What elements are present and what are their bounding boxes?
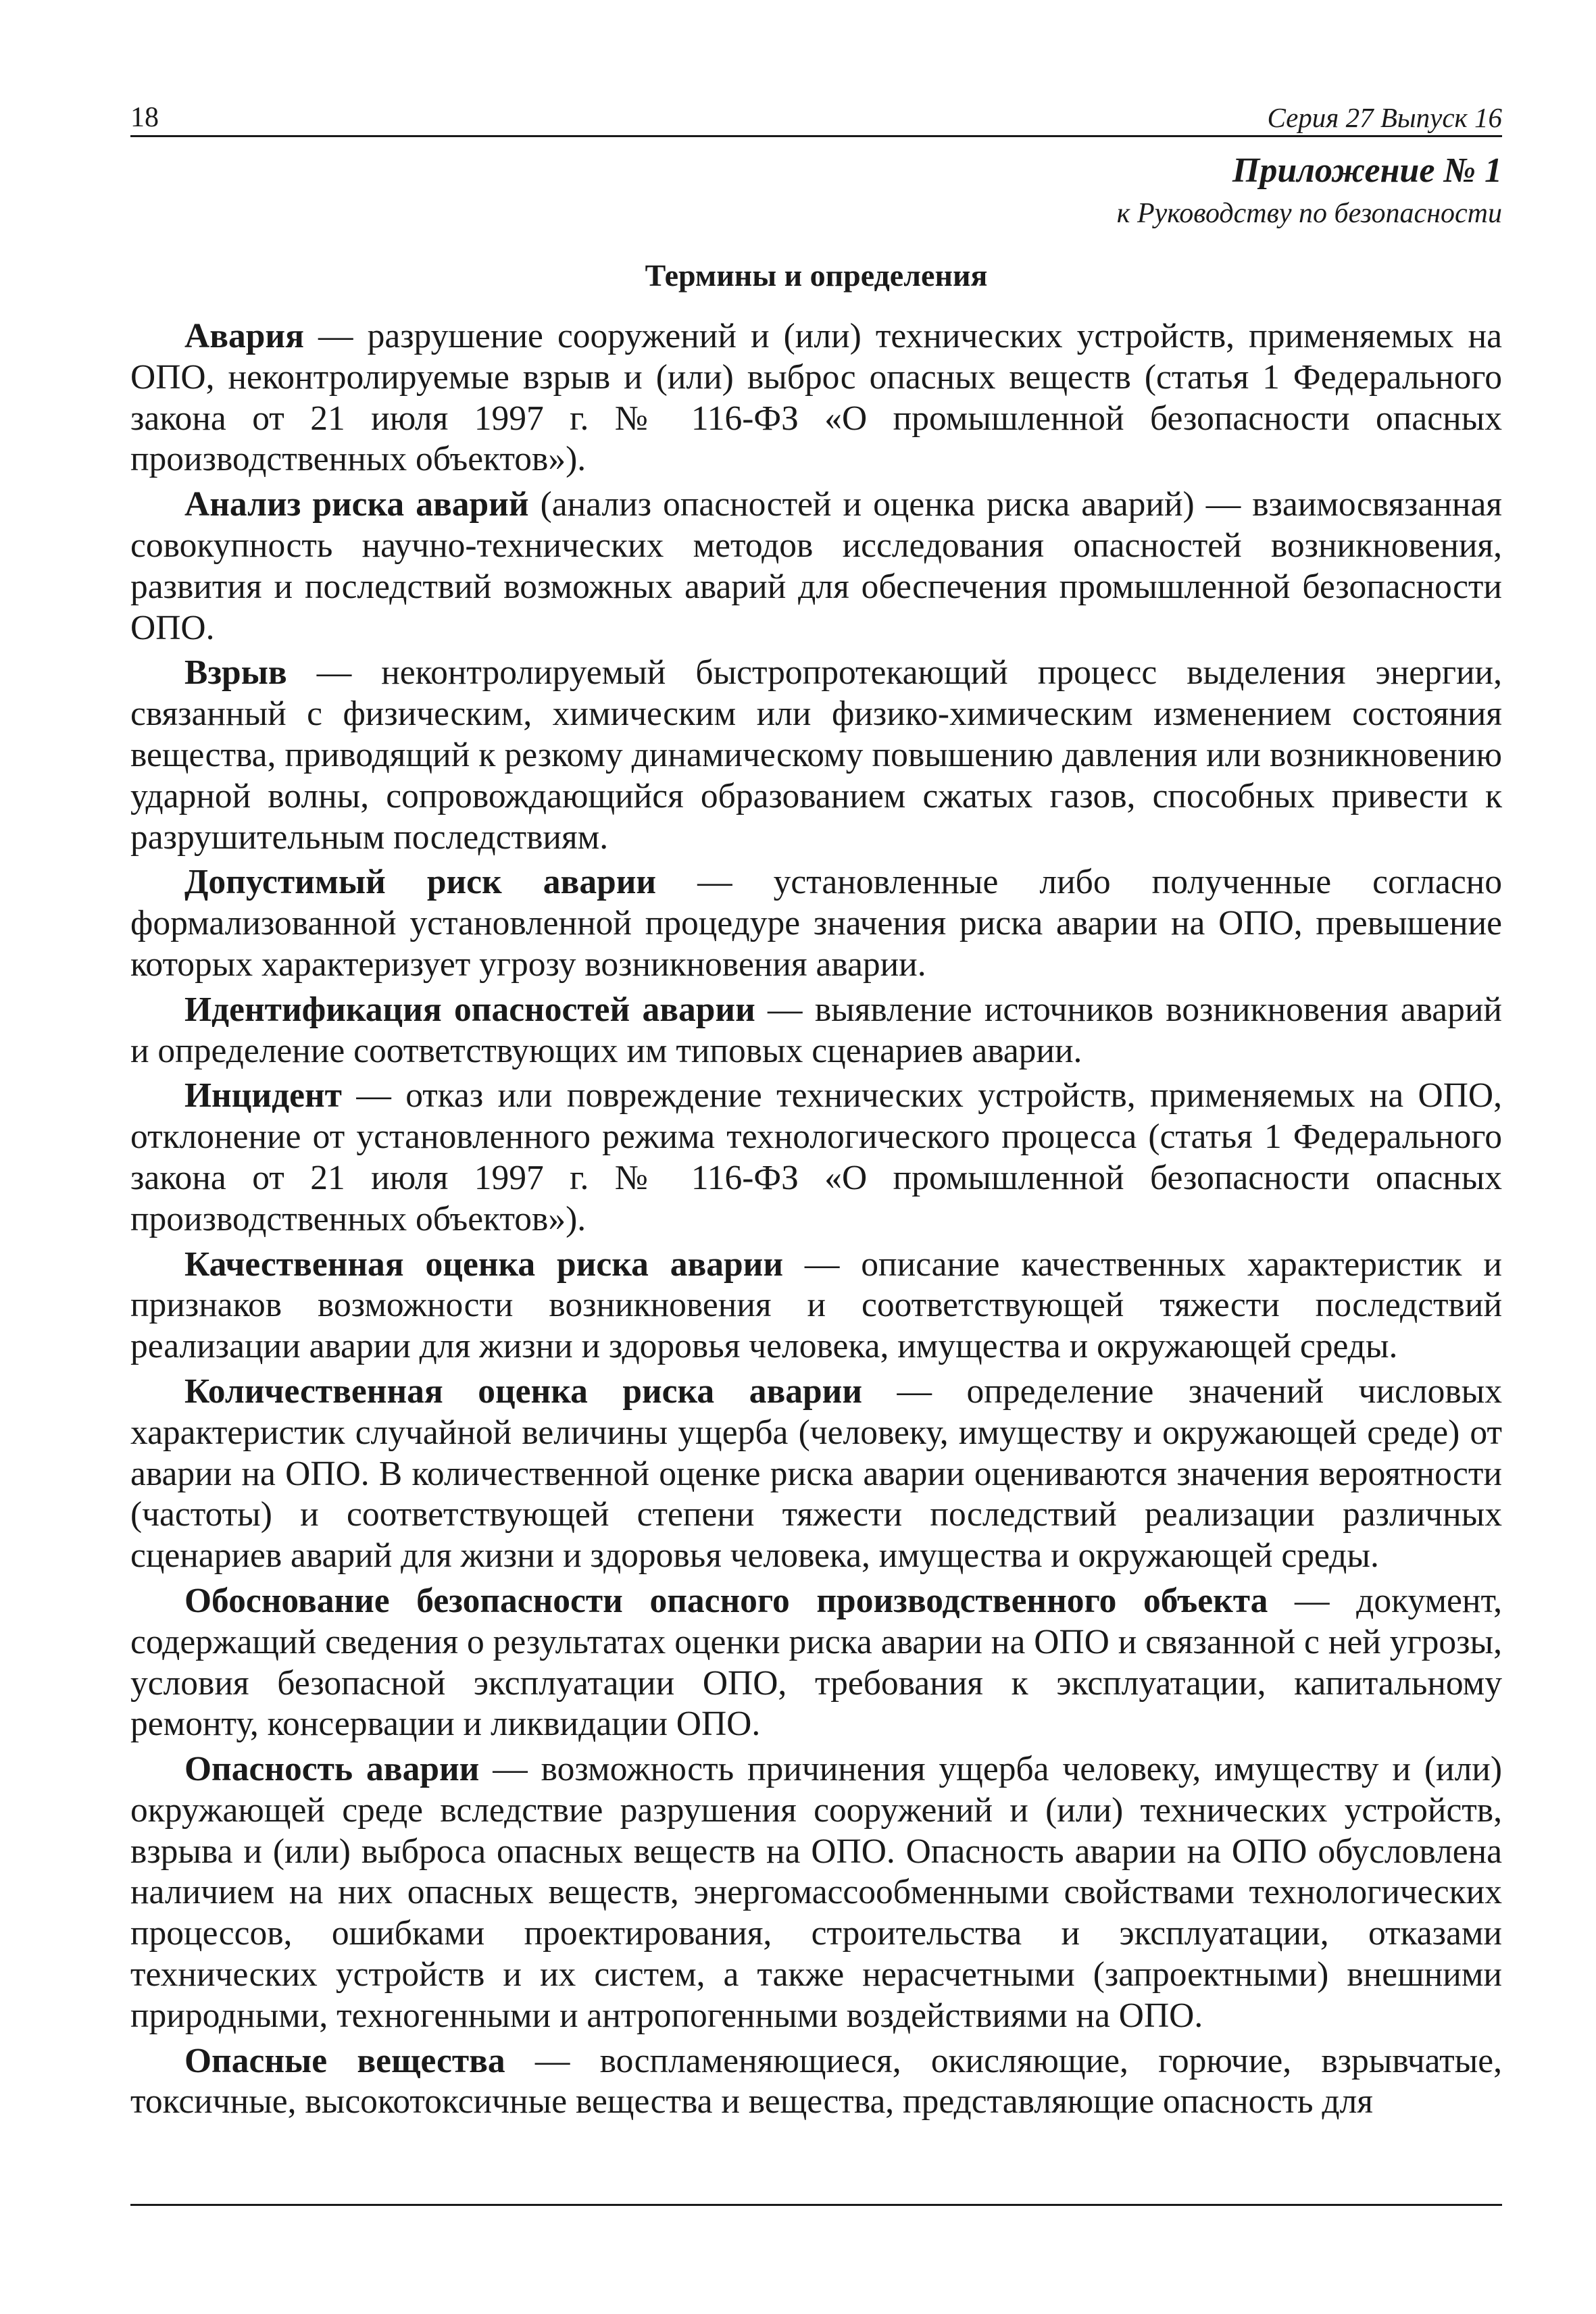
definition-term: Авария <box>184 317 304 355</box>
definition-text: — отказ или повреждение технических устройств, применяемых на ОПО, отклонение от установленного режима технологического процесса (статья 1 Федерального закона от 21 июля 1997 г. № 116-ФЗ «О промышленной безопасности опасных производственных объектов»). <box>130 1076 1502 1238</box>
definition-text: — разрушение сооружений и (или) технических устройств, применяемых на ОПО, неконтролируемые взрыв и (или) выброс опасных веществ (статья 1 Федерального закона от 21 июля 1997 г. № 116-ФЗ «О промышленной безопасности опасных производственных объектов»). <box>130 317 1502 479</box>
definition-paragraph <box>130 1749 1502 2037</box>
definition-paragraph <box>130 1372 1502 1577</box>
definition-paragraph <box>130 653 1502 858</box>
definition-paragraph <box>130 862 1502 985</box>
definition-text: — установленные либо полученные согласно формализованной установленной процедуре значения риска аварии на ОПО, превышение которых характеризует угрозу возникновения аварии. <box>130 863 1502 984</box>
definition-text: — определение значений числовых характеристик случайной величины ущерба (человеку, имуществу и окружающей среде) от аварии на ОПО. В количественной оценке риска аварии оцениваются значения вероятности (частоты) и соответствующей степени тяжести последствий реализации различных сценариев аварий для жизни и здоровья человека, имущества и окружающей среды. <box>130 1372 1502 1576</box>
definition-term: Взрыв <box>184 653 287 693</box>
definition-text: — возможность причинения ущерба человеку, имуществу и (или) окружающей среде вследствие разрушения сооружений и (или) технических устройств, взрыва и (или) выброса опасных веществ на ОПО. Опасность аварии на ОПО обусловлена наличием на них опасных веществ, энергомассообменными свойствами технологических процессов, ошибками проектирования, строительства и эксплуатации, отказами технических устройств и их систем, а также нерасчетными (запроектными) внешними природными, техногенными и антропогенными воздействиями на ОПО. <box>130 1750 1502 2035</box>
definition-paragraph <box>130 990 1502 1072</box>
definitions-list <box>130 316 1502 2127</box>
definition-term: Опасные вещества <box>184 2041 505 2080</box>
definition-term: Допустимый риск аварии <box>184 863 657 902</box>
appendix-subtitle: к Руководству по безопасности <box>1116 198 1502 229</box>
definition-term: Идентификация опасностей аварии <box>184 990 755 1029</box>
definition-term: Опасность аварии <box>184 1750 480 1789</box>
appendix-title: Приложение № 1 <box>1232 151 1502 190</box>
definition-text: — неконтролируемый быстропротекающий процесс выделения энергии, связанный с физическим, химическим или физико-химическим изменением состояния вещества, приводящий к резкому динамическому повышению давления или возникновению ударной волны, сопровождающийся образованием сжатых газов, способных привести к разрушительным последствиям. <box>130 653 1502 857</box>
definition-paragraph <box>130 1076 1502 1240</box>
definition-term: Количественная оценка риска аварии <box>184 1372 862 1411</box>
section-title: Термины и определения <box>645 258 988 293</box>
definition-text: — описание качественных характеристик и признаков возможности возникновения и соответствующей тяжести последствий реализации аварии для жизни и здоровья человека, имущества и окружающей среды. <box>130 1244 1502 1366</box>
page-header <box>130 100 1502 135</box>
definition-text: (анализ опасностей и оценка риска аварий) — взаимосвязанная совокупность научно-технических методов исследования опасностей возникновения, развития и последствий возможных аварий для обеспечения промышленной безопасности ОПО. <box>130 485 1502 647</box>
page-number: 18 <box>130 102 159 133</box>
definition-text: — воспламеняющиеся, окисляющие, горючие, взрывчатые, токсичные, высокотоксичные вещества и вещества, представляющие опасность для <box>130 2041 1503 2121</box>
definition-term: Обоснование безопасности опасного производственного объекта <box>184 1581 1268 1620</box>
definition-term: Качественная оценка риска аварии <box>184 1244 784 1284</box>
definition-text: — документ, содержащий сведения о результатах оценки риска аварии на ОПО и связанной с ней угрозы, условия безопасной эксплуатации ОПО, требования к эксплуатации, капитальному ремонту, консервации и ликвидации ОПО. <box>130 1581 1502 1744</box>
definition-paragraph <box>130 316 1502 480</box>
definition-paragraph <box>130 1244 1502 1367</box>
definition-paragraph <box>130 484 1502 649</box>
appendix-block <box>1117 147 1502 232</box>
definition-paragraph <box>130 2041 1502 2123</box>
definition-term: Анализ риска аварий <box>184 485 529 524</box>
definition-text: — выявление источников возникновения аварий и определение соответствующих им типовых сценариев аварии. <box>130 990 1502 1070</box>
definition-paragraph <box>130 1581 1502 1745</box>
series-label: Серия 27 Выпуск 16 <box>1267 102 1502 133</box>
footer-rule <box>130 2204 1502 2206</box>
definition-term: Инцидент <box>184 1076 342 1115</box>
header-rule <box>130 135 1502 137</box>
